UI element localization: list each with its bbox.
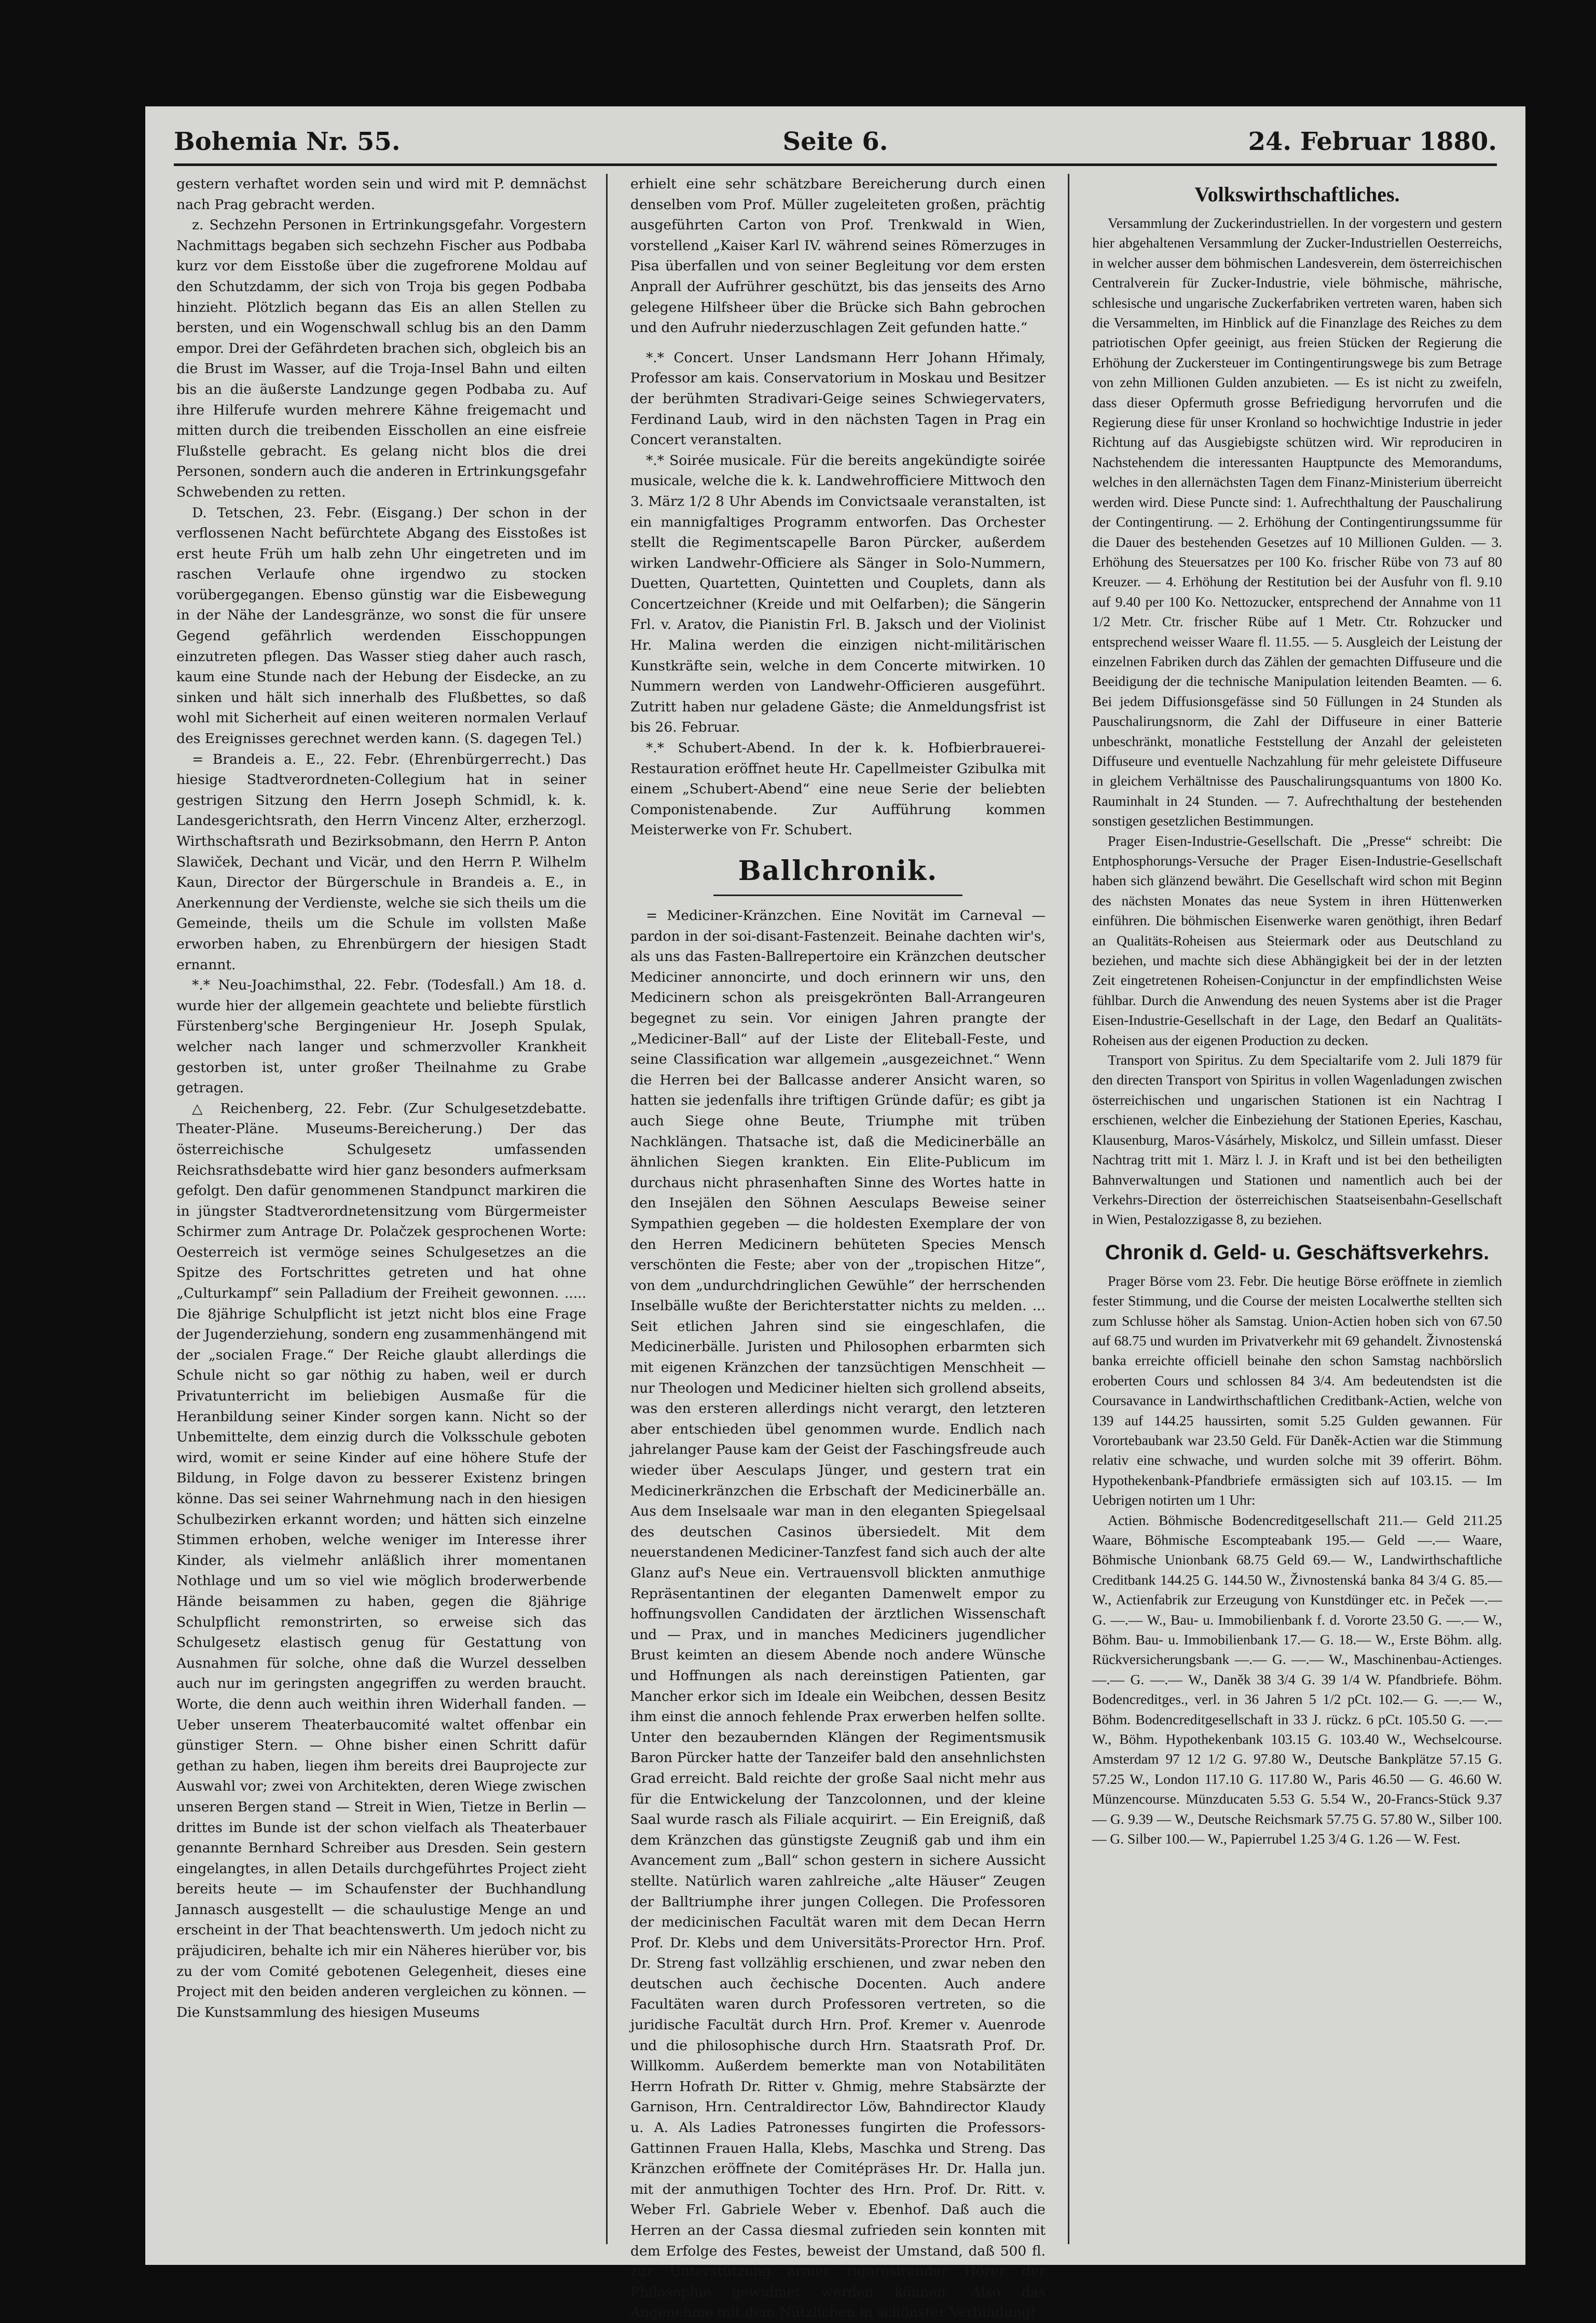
page-number: Seite 6.: [782, 127, 888, 156]
article-paragraph: *.* Neu-Joachimsthal, 22. Febr. (Todesfall.) Am 18. d. wurde hier der allgemein geachtete und beliebte fürstlich Fürstenberg'sche Bergingenieur Hr. Joseph Spulak, welcher nach langer und schmerzvoller Krankheit gestorben ist, unter großer Theilnahme zu Grabe getragen.: [176, 977, 586, 1096]
masthead-issue: Bohemia Nr. 55.: [174, 127, 401, 156]
header-rule: [174, 163, 1497, 166]
article-paragraph: *.* Soirée musicale. Für die bereits angekündigte soirée musicale, welche die k. k. Landwehrofficiere Mittwoch den 3. März 1/2 8 Uhr Abends im Convictsaale veranstalten, ist ein mannigfaltiges Programm entworfen. Das Orchester stellt die Regimentscapelle Baron Pürcker, außerdem wirken Landwehr-Officiere als Sänger in Solo-Nummern, Duetten, Quartetten, Quintetten und Couplets, dann als Concertzeichner (Kreide und mit Oelfarben); die Sängerin Frl. v. Aratov, die Pianistin Frl. B. Jaksch und der Violinist Hr. Malina werden die einzigen nicht-militärischen Kunstkräfte sein, welche in dem Concerte mitwirken. 10 Nummern werden von Landwehr-Officieren ausgeführt. Zutritt haben nur geladene Gäste; die Anmeldungsfrist ist bis 26. Februar.: [630, 452, 1045, 736]
article-paragraph: *.* Schubert-Abend. In der k. k. Hofbierbrauerei-Restauration eröffnet heute Hr. Capellmeister Gzibulka mit einem „Schubert-Abend“ eine neue Serie der beliebten Componistenabende. Zur Aufführung kommen Meisterwerke von Fr. Schubert.: [630, 740, 1045, 839]
column-divider: [1068, 174, 1069, 2244]
column-1: [176, 174, 586, 2244]
article-paragraph: Prager Eisen-Industrie-Gesellschaft. Die „Presse“ schreibt: Die Entphosphorungs-Versuche der Prager Eisen-Industrie-Gesellschaft haben sich glänzend bewährt. Die Gesellschaft wird schon mit Beginn des nächsten Monates das neue System in ihren Hüttenwerken einführen. Die böhmischen Eisenwerke waren genöthigt, ihren Bedarf an Qualitäts-Roheisen aus Steiermark oder aus Deutschland zu beziehen, und machte sich diese Abhängigkeit bei der in der letzten Zeit eingetretenen Roheisen-Conjunctur in der empfindlichsten Weise fühlbar. Durch die Anwendung des neuen Systems aber ist die Prager Eisen-Industrie-Gesellschaft in der Lage, den Bedarf an Qualitäts-Roheisen aus der eigenen Production zu decken.: [1092, 832, 1502, 1048]
page-header: [174, 122, 1497, 163]
issue-date: 24. Februar 1880.: [1248, 127, 1497, 156]
newspaper-page: [145, 106, 1525, 2321]
article-paragraph: △ Reichenberg, 22. Febr. (Zur Schulgesetzdebatte. Theater-Pläne. Museums-Bereicherung.) Der das österreichische Schulgesetz umfassenden Reichsrathsdebatte wird hier ganz besonders aufmerksam gefolgt. Den dafür genommenen Standpunct markiren die in jüngster Stadtverordnetensitzung vom Bürgermeister Schirmer zum Antrage Dr. Polačzek gesprochenen Worte: Oesterreich ist vermöge seines Schulgesetzes an die Spitze des Fortschrittes getreten und hat ohne „Culturkampf“ sein Palladium der Freiheit gewonnen. ..... Die 8jährige Schulpflicht ist jetzt nicht blos eine Frage der Jugenderziehung, sondern eng zusammenhängend mit der „socialen Frage.“ Der Reiche glaubt allerdings die Schule nicht so gar nöthig zu haben, weil er durch Privatunterricht im beliebigen Ausmaße für die Heranbildung seiner Kinder sorgen kann. Nicht so der Unbemittelte, dem einzig durch die Volksschule geboten wird, womit er seine Kinder auf eine höhere Stufe der Bildung, in Folge davon zu besserer Existenz bringen könne. Das sei seiner Wahrnehmung nach in den hiesigen Schulbezirken erkannt worden; und hätten sich einzelne Stimmen erhoben, welche weniger im Interesse ihrer Kinder, als vielmehr anläßlich ihrer momentanen Nothlage und um so viel wie möglich broderwerbende Hände beisammen zu haben, gegen die 8jährige Schulpflicht remonstrirten, so erweise sich das Schulgesetz elastisch genug für Gestattung von Ausnahmen für solche, ohne daß die Wurzel desselben auch nur im geringsten angegriffen zu werden braucht. Worte, die denn auch weithin ihren Widerhall fanden. — Ueber unserem Theaterbaucomité waltet offenbar ein günstiger Stern. — Ohne bisher einen Schritt dafür gethan zu haben, liegen ihm bereits drei Bauprojecte zur Auswahl vor; zwei von Architekten, deren Wiege zwischen unseren Bergen stand — Streit in Wien, Tietze in Berlin — drittes im Bunde ist der schon vielfach als Theaterbauer genannte Bernhard Schreiber aus Dresden. Sein gestern eingelangtes, in allen Details durchgeführtes Project zieht bereits heute — im Schaufenster der Buchhandlung Jannasch ausgestellt — die schaulustige Menge an und erscheint in der That beachtenswerth. Um jedoch nicht zu präjudiciren, behalte ich mir ein Näheres hierüber vor, bis zu der vom Comité gebotenen Gelegenheit, dieses eine Project mit den beiden anderen vergleichen zu können. — Die Kunstsammlung des hiesigen Museums: [176, 1100, 586, 2020]
article-paragraph: = Mediciner-Kränzchen. Eine Novität im Carneval — pardon in der soi-disant-Fastenzeit. Beinahe dachten wir's, als uns das Fasten-Ballrepertoire ein Kränzchen deutscher Mediciner annoncirte, und doch erinnern wir uns, den Medicinern schon als preisgekrönten Ball-Arrangeuren begegnet zu sein. Vor einigen Jahren prangte der „Mediciner-Ball“ auf der Liste der Eliteball-Feste, und seine Classification war allgemein „ausgezeichnet.“ Wenn die Herren bei der Ballcasse anderer Ansicht waren, so hatten sie jedenfalls ihre triftigen Gründe dafür; es gibt ja auch Siege ohne Beute, Triumphe mit trüben Nachklängen. Thatsache ist, daß die Medicinerbälle an ähnlichen Siegen krankten. Ein Elite-Publicum im durchaus nicht phrasenhaften Sinne des Wortes hatte in den Insejälen den Söhnen Aesculaps Beweise seiner Sympathien gegeben — die holdesten Exemplare der von den Herren Medicinern behüteten Species Mensch verschönten die Feste; aber von der „tropischen Hitze“, von dem „undurchdringlichen Gewühle“ der herrschenden Inselbälle wußte der Berichterstatter nichts zu melden. ... Seit etlichen Jahren sind sie eingeschlafen, die Medicinerbälle. Juristen und Philosophen erbarmten sich mit eigenen Kränzchen der tanzsüchtigen Menschheit — nur Theologen und Mediciner hielten sich grollend abseits, was den ersteren allerdings nicht verargt, den letzteren aber entschieden übel genommen wurde. Endlich nach jahrelanger Pause kam der Geist der Faschingsfreude auch wieder über Aesculaps Jünger, und gestern trat ein Medicinerkränzchen die Erbschaft der Medicinerbälle an. Aus dem Inselsaale war man in den eleganten Spiegelsaal des deutschen Casinos übersiedelt. Mit dem neuerstandenen Mediciner-Tanzfest fand sich auch der alte Glanz auf's Neue ein. Vertrauensvoll blickten anmuthige Repräsentantinen der eleganten Damenwelt empor zu hoffnungsvollen Candidaten der ärztlichen Wissenschaft und — Prax, und in manches Mediciners jugendlicher Brust keimten an diesem Abende noch andere Wünsche und Hoffnungen als nach dereinstigen Patienten, gar Mancher erkor sich im Ideale ein Weibchen, dessen Besitz ihm einst die annoch fehlende Prax erwerben helfen sollte. Unter den bezaubernden Klängen der Regimentsmusik Baron Pürcker hatte der Tanzeifer bald den ansehnlichsten Grad erreicht. Bald reichte der große Saal nicht mehr aus für die Entwickelung der Tanzcolonnen, und der kleine Saal wurde rasch als Filiale acquirirt. — Ein Ereigniß, daß dem Kränzchen das günstigste Zeugniß gab und ihm ein Avancement zum „Ball“ schon gestern in sichere Aussicht stellte. Natürlich waren zahlreiche „alte Häuser“ Zeugen der Balltriumphe ihrer jungen Collegen. Die Professoren der medicinischen Facultät waren mit dem Decan Herrn Prof. Dr. Klebs und dem Universitäts-Prorector Hrn. Prof. Dr. Streng fast vollzählig erschienen, und zwar neben den deutschen auch čechische Docenten. Auch andere Facultäten waren durch Professoren vertreten, so die juridische Facultät durch Hrn. Prof. Kremer v. Auenrode und die philosophische durch Hrn. Staatsrath Prof. Dr. Willkomm. Außerdem bemerkte man von Notabilitäten Herrn Hofrath Dr. Ritter v. Ghmig, mehre Stabsärzte der Garnison, Hrn. Centraldirector Löw, Bahndirector Klaudy u. A. Als Ladies Patronesses fungirten die Professors-Gattinnen Frauen Halla, Klebs, Maschka und Streng. Das Kränzchen eröffnete der Comitépräses Hr. Dr. Halla jun. mit der anmuthigen Tochter des Hrn. Prof. Dr. Ritt. v. Weber Frl. Gabriele Weber v. Ebenhof. Daß auch die Herren an der Cassa diesmal zufrieden sein konnten mit dem Erfolge des Festes, beweist der Umstand, daß 500 fl. zur Unterstützung armer rigorosirender Hörer der Philosophie gewidmet werden können. Also das Angenehme mit dem Nützlichen in schönster Verbindung!: [630, 908, 1045, 2321]
article-paragraph: Versammlung der Zuckerindustriellen. In der vorgestern und gestern hier abgehaltenen Versammlung der Zucker-Industriellen Oesterreichs, in welcher ausser dem böhmischen Landesverein, dem österreichischen Centralverein für Zucker-Industrie, viele böhmische, mährische, schlesische und ungarische Zuckerfabriken vertreten waren, haben sich die Versammelten, im Hinblick auf die Finanzlage des Reiches zu dem patriotischen Opfer geeinigt, aus freien Stücken der Regierung die Erhöhung der Zuckersteuer im Contingentirungswege bis zum Betrage von zehn Millionen Gulden anzubieten. — Es ist nicht zu zweifeln, dass dieser Opfermuth grosse Befriedigung hervorrufen und die Regierung diese für unser Kronland so hochwichtige Industrie in jeder Richtung auf das Ausgiebigste schützen wird. Wir reproduciren in Nachstehendem die interessanten Hauptpuncte des Memorandums, welches in den allernächsten Tagen dem Finanz-Ministerium überreicht werden wird. Diese Puncte sind: 1. Aufrechthaltung der Pauschalirung der Contingentirung. — 2. Erhöhung der Contingentirungssumme für die Dauer des bestehenden Gesetzes auf 10 Millionen Gulden. — 3. Erhöhung des Steuersatzes per 100 Ko. frischer Rübe von 73 auf 80 Kreuzer. — 4. Erhöhung der Restitution bei der Ausfuhr von fl. 9.10 auf 9.40 per 100 Ko. Nettozucker, entsprechend der Annahme von 11 1/2 Metr. Ctr. frischer Rübe auf 1 Metr. Ctr. Rohzucker und entsprechend weisser Waare fl. 11.55. — 5. Ausgleich der Leistung der einzelnen Fabriken durch das Zählen der gemachten Diffuseure und die Beeidigung der die technische Manipulation leitenden Beamten. — 6. Bei jedem Diffusionsgefässe sind 50 Füllungen in 24 Stunden als Pauschalirungsnorm, die Zahl der Diffuseure in einer Batterie unbeschränkt, monatliche Feststellung der Anzahl der geleisteten Diffuseure und eventuelle Nachzahlung für mehr geleistete Diffuseure in gleichem Verhältnisse des Pauschalirungsquantums von 1800 Ko. Rauminhalt in 24 Stunden. — 7. Aufrechthaltung der bestehenden sonstigen gesetzlichen Bestimmungen.: [1092, 215, 1502, 829]
article-paragraph: *.* Concert. Unser Landsmann Herr Johann Hřimaly, Professor am kais. Conservatorium in Moskau und Besitzer der berühmten Stradivari-Geige seines Schwiegervaters, Ferdinand Laub, wird in den nächsten Tagen in Prag ein Concert veranstalten.: [630, 349, 1045, 448]
article-paragraph: erhielt eine sehr schätzbare Bereicherung durch einen denselben vom Prof. Müller zugeleiteten großen, prächtig ausgeführten Carton von Prof. Trenkwald in Wien, vorstellend „Kaiser Karl IV. während seines Römerzuges in Pisa überfallen und von seiner Begleitung vor dem ersten Anprall der Aufrührer geschützt, bis das jenseits des Arno gelegene Hilfsheer über die Brücke sich Bahn gebrochen und den Aufruhr niederzuschlagen Zeit gefunden hatte.“: [630, 176, 1045, 336]
column-2: [630, 174, 1045, 2321]
article-paragraph: z. Sechzehn Personen in Ertrinkungsgefahr. Vorgestern Nachmittags begaben sich sechzehn Fischer aus Podbaba kurz vor dem Eisstoße über die zugefrorene Moldau auf den Schutzdamm, der sich von Troja bis gegen Podbaba hinzieht. Plötzlich begann das Eis an allen Stellen zu bersten, und ein Wogenschwall schlug bis an den Damm empor. Drei der Gefährdeten brachen sich, obgleich bis an die Brust im Wasser, auf die Troja-Insel Bahn und eilten bis an die äußerste Landzunge gegen Podbaba zu. Auf ihre Hilferufe wurden mehrere Kähne freigemacht und mitten durch die treibenden Eisschollen an eine eisfreie Flußstelle gebracht. Es gelang nicht blos die drei Personen, sondern auch die anderen in Ertrinkungsgefahr Schwebenden zu retten.: [176, 217, 586, 500]
article-paragraph: Actien. Böhmische Bodencreditgesellschaft 211.— Geld 211.25 Waare, Böhmische Escompteabank 195.— Geld —.— Waare, Böhmische Unionbank 68.75 Geld 69.— W., Landwirthschaftliche Creditbank 144.25 G. 144.50 W., Živnostenská banka 84 3/4 G. 85.— W., Actienfabrik zur Erzeugung von Kunstdünger etc. in Peček —.— G. —.— W., Bau- u. Immobilienbank f. d. Vororte 23.50 G. —.— W., Böhm. Bau- u. Immobilienbank 17.— G. 18.— W., Erste Böhm. allg. Rückversicherungsbank —.— G. —.— W., Maschinenbau-Actienges. —.— G. —.— W., Daněk 38 3/4 G. 39 1/4 W. Pfandbriefe. Böhm. Bodencreditges., verl. in 36 Jahren 5 1/2 pCt. 102.— G. —.— W., Böhm. Bodencreditgesellschaft in 33 J. rückz. 6 pCt. 105.50 G. —.— W., Böhm. Hypothekenbank 103.15 G. 103.40 W., Wechselcourse. Amsterdam 97 12 1/2 G. 97.80 W., Deutsche Bankplätze 57.15 G. 57.25 W., London 117.10 G. 117.80 W., Paris 46.50 — G. 46.60 W. Münzencourse. Münzducaten 5.53 G. 5.54 W., 20-Francs-Stück 9.37 — G. 9.39 — W., Deutsche Reichsmark 57.75 G. 57.80 W., Silber 100.— G. Silber 100.— W., Papierrubel 1.25 3/4 G. 1.26 — W. Fest.: [1092, 1511, 1502, 1847]
column-3: [1092, 174, 1502, 2244]
section-heading: Chronik d. Geld- u. Geschäftsverkehrs.: [1105, 1241, 1490, 1264]
section-heading: Ballchronik.: [738, 855, 938, 887]
column-divider: [606, 174, 608, 2244]
article-paragraph: gestern verhaftet worden sein und wird mit P. demnächst nach Prag gebracht werden.: [176, 176, 586, 213]
article-paragraph: = Brandeis a. E., 22. Febr. (Ehrenbürgerrecht.) Das hiesige Stadtverordneten-Collegium hat in seiner gestrigen Sitzung den Herrn Joseph Schmidl, k. k. Landesgerichtsrath, den Herrn Vincenz Alter, erzherzogl. Wirthschaftsrath und Bezirksobmann, den Herrn P. Anton Slawiček, Dechant und Vicär, und den Herrn P. Wilhelm Kaun, Director der Bürgerschule in Brandeis a. E., in Anerkennung der Verdienste, welche sie sich theils um die Gemeinde, theils um die Schule im vollsten Maße erworben haben, zu Ehrenbürgern der hiesigen Stadt ernannt.: [176, 751, 586, 973]
article-paragraph: D. Tetschen, 23. Febr. (Eisgang.) Der schon in der verflossenen Nacht befürchtete Abgang des Eisstoßes ist erst heute Früh um halb zehn Uhr eingetreten und im raschen Verlaufe ohne irgendwo zu stocken vorübergegangen. Ebenso günstig war die Eisbewegung in der Nähe der Landesgränze, wo sonst die für unsere Gegend gefährlich werdenden Eisschoppungen einzutreten pflegen. Das Wasser stieg daher auch rasch, kaum eine Stunde nach der Hebung der Eisdecke, an zu sinken und hält sich innerhalb des Flußbettes, so daß wohl mit Sicherheit auf einen weiteren normalen Verlauf des Ereignisses gerechnet werden kann. (S. dagegen Tel.): [176, 504, 586, 747]
section-heading: Volkswirthschaftliches.: [1194, 183, 1400, 206]
article-paragraph: Transport von Spiritus. Zu dem Specialtarife vom 2. Juli 1879 für den directen Transport von Spiritus in vollen Wagenladungen zwischen österreichischen und ungarischen Stationen ist ein Nachtrag I erschienen, welcher die Einbeziehung der Stationen Eperies, Kaschau, Klausenburg, Maros-Vásárhely, Miskolcz, und Sillein umfasst. Dieser Nachtrag tritt mit 1. März l. J. in Kraft und ist bei den betheiligten Bahnverwaltungen und Stationen und namentlich auch bei der Verkehrs-Direction der österreichischen Staatseisenbahn-Gesellschaft in Wien, Pestalozzigasse 8, zu beziehen.: [1092, 1052, 1502, 1228]
article-paragraph: Prager Börse vom 23. Febr. Die heutige Börse eröffnete in ziemlich fester Stimmung, und die Course der meisten Localwerthe stellten sich zum Schlusse höher als Samstag. Union-Actien hoben sich von 67.50 auf 68.75 und wurden im Privatverkehr mit 69 gehandelt. Živnostenská banka erreichte officiell beinahe den schon Samstag nachbörslich eroberten Cours und schlossen 84 3/4. Am bedeutendsten ist die Coursavance in Landwirthschaftlichen Creditbank-Actien, welche von 139 auf 144.25 haussirten, somit 5.25 Gulden gewannen. Für Vorortebaubank war 23.50 Geld. Für Daněk-Actien war die Stimmung relativ eine schwache, und wurden solche mit 39 offerirt. Böhm. Hypothekenbank-Pfandbriefe ermässigten sich auf 103.15. — Im Uebrigen notirten um 1 Uhr:: [1092, 1272, 1502, 1508]
